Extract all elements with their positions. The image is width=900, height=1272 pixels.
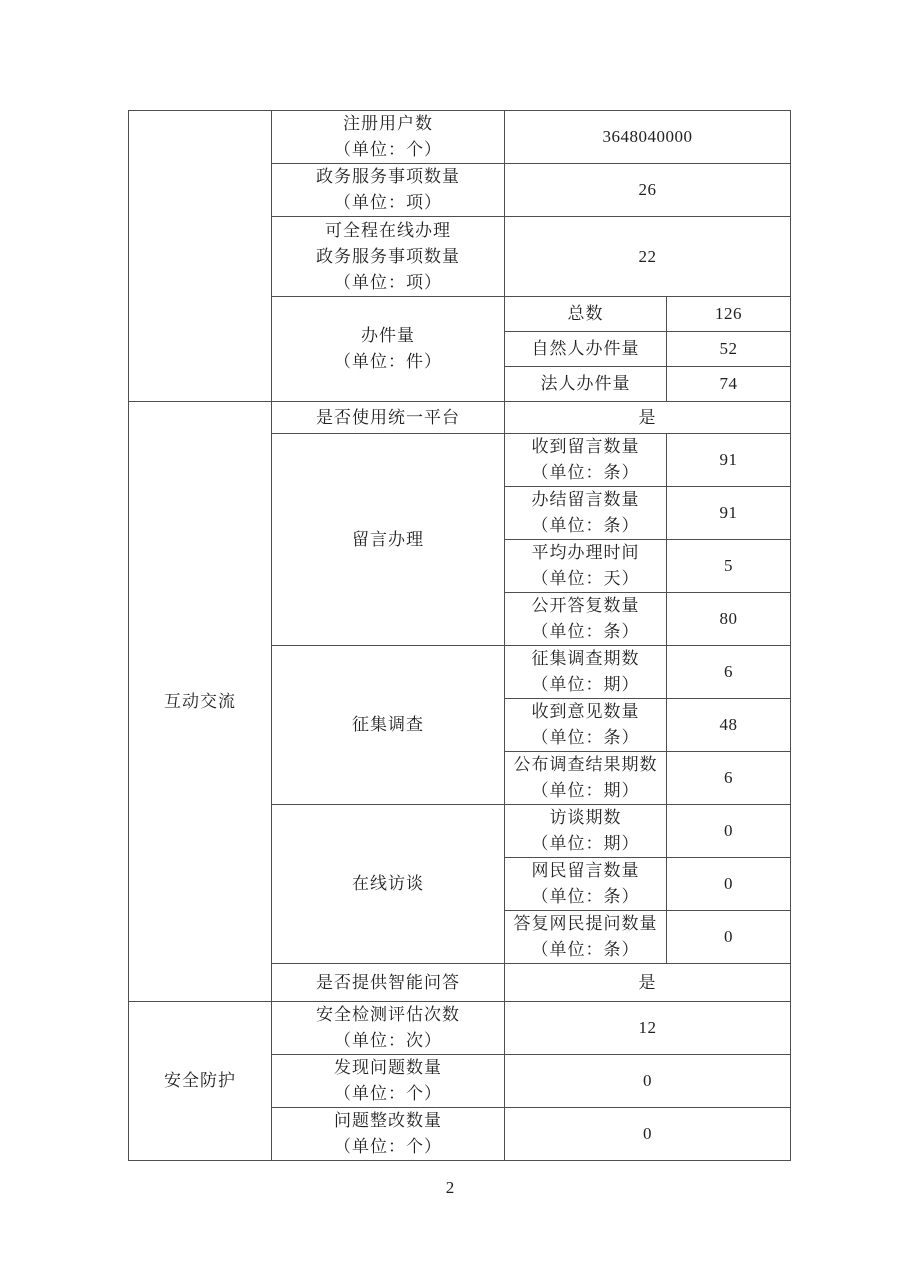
messages-received-value: 91 [667, 434, 791, 487]
survey-periods-label-text: 征集调查期数 [531, 649, 640, 668]
survey-results-published-label [505, 752, 667, 805]
netizen-messages-value: 0 [667, 858, 791, 911]
full-online-items-value: 22 [505, 217, 791, 297]
registered-users-value: 3648040000 [505, 111, 791, 164]
interview-periods-value: 0 [667, 805, 791, 858]
unified-platform-label: 是否使用统一平台 [272, 402, 505, 434]
case-natural-person-label: 自然人办件量 [505, 332, 667, 367]
problems-rectified-unit: （单位：个） [334, 1137, 442, 1156]
gov-service-items-value: 26 [505, 164, 791, 217]
survey-results-published-label-text: 公布调查结果期数 [513, 755, 658, 774]
messages-completed-label [505, 487, 667, 540]
case-volume-label-text: 办件量 [361, 326, 415, 345]
smart-qa-label: 是否提供智能问答 [272, 964, 505, 1002]
interview-periods-unit: （单位：期） [531, 834, 640, 853]
survey-periods-label [505, 646, 667, 699]
security-assessments-label-text: 安全检测评估次数 [316, 1005, 460, 1024]
survey-periods-unit: （单位：期） [531, 675, 640, 694]
survey-results-published-unit: （单位：期） [531, 781, 640, 800]
case-natural-person-value: 52 [667, 332, 791, 367]
full-online-items-label-line1: 可全程在线办理 [325, 220, 451, 240]
gov-service-items-label-text: 政务服务事项数量 [316, 167, 460, 186]
online-interview-label: 在线访谈 [272, 805, 505, 964]
problems-found-label [272, 1055, 505, 1108]
security-assessments-label [272, 1002, 505, 1055]
avg-handling-time-label-text: 平均办理时间 [531, 543, 640, 562]
netizen-replies-label-text: 答复网民提问数量 [513, 914, 658, 933]
full-online-items-label [272, 217, 505, 297]
opinions-received-label-text: 收到意见数量 [531, 702, 640, 721]
opinions-received-label [505, 699, 667, 752]
avg-handling-time-unit: （单位：天） [531, 569, 640, 588]
security-assessments-value: 12 [505, 1002, 791, 1055]
interview-periods-label [505, 805, 667, 858]
messages-received-label-text: 收到留言数量 [531, 437, 640, 456]
registered-users-label-text: 注册用户数 [343, 114, 433, 133]
opinions-received-unit: （单位：条） [531, 728, 640, 747]
section-category-interaction: 互动交流 [129, 402, 272, 1002]
registered-users-label [272, 111, 505, 164]
gov-service-items-label [272, 164, 505, 217]
gov-service-items-unit: （单位：项） [334, 193, 442, 212]
messages-received-label [505, 434, 667, 487]
problems-found-unit: （单位：个） [334, 1084, 442, 1103]
message-handling-label: 留言办理 [272, 434, 505, 646]
full-online-items-unit: （单位：项） [334, 272, 442, 292]
problems-rectified-label [272, 1108, 505, 1161]
page-number: 2 [445, 1178, 455, 1197]
netizen-messages-label [505, 858, 667, 911]
case-total-label: 总数 [505, 297, 667, 332]
smart-qa-value: 是 [505, 964, 791, 1002]
public-replies-label-text: 公开答复数量 [531, 596, 640, 615]
public-replies-unit: （单位：条） [531, 622, 640, 641]
messages-completed-label-text: 办结留言数量 [531, 490, 640, 509]
survey-results-published-value: 6 [667, 752, 791, 805]
security-assessments-unit: （单位：次） [334, 1031, 442, 1050]
messages-completed-unit: （单位：条） [531, 516, 640, 535]
case-legal-person-label: 法人办件量 [505, 367, 667, 402]
problems-found-value: 0 [505, 1055, 791, 1108]
interview-periods-label-text: 访谈期数 [549, 808, 622, 827]
full-online-items-label-line2: 政务服务事项数量 [316, 246, 460, 266]
annual-report-table [128, 110, 791, 1161]
problems-rectified-value: 0 [505, 1108, 791, 1161]
netizen-messages-label-text: 网民留言数量 [531, 861, 640, 880]
case-legal-person-value: 74 [667, 367, 791, 402]
netizen-replies-value: 0 [667, 911, 791, 964]
unified-platform-value: 是 [505, 402, 791, 434]
messages-received-unit: （单位：条） [531, 463, 640, 482]
case-total-value: 126 [667, 297, 791, 332]
section-category-security: 安全防护 [129, 1002, 272, 1161]
netizen-replies-unit: （单位：条） [531, 940, 640, 959]
registered-users-unit: （单位：个） [334, 140, 442, 159]
avg-handling-time-value: 5 [667, 540, 791, 593]
problems-rectified-label-text: 问题整改数量 [334, 1111, 442, 1130]
avg-handling-time-label [505, 540, 667, 593]
problems-found-label-text: 发现问题数量 [334, 1058, 442, 1077]
opinions-received-value: 48 [667, 699, 791, 752]
public-replies-label [505, 593, 667, 646]
survey-label: 征集调查 [272, 646, 505, 805]
case-volume-label [272, 297, 505, 402]
netizen-messages-unit: （单位：条） [531, 887, 640, 906]
public-replies-value: 80 [667, 593, 791, 646]
case-volume-unit: （单位：件） [334, 352, 442, 371]
section-category-service [129, 111, 272, 402]
netizen-replies-label [505, 911, 667, 964]
survey-periods-value: 6 [667, 646, 791, 699]
messages-completed-value: 91 [667, 487, 791, 540]
